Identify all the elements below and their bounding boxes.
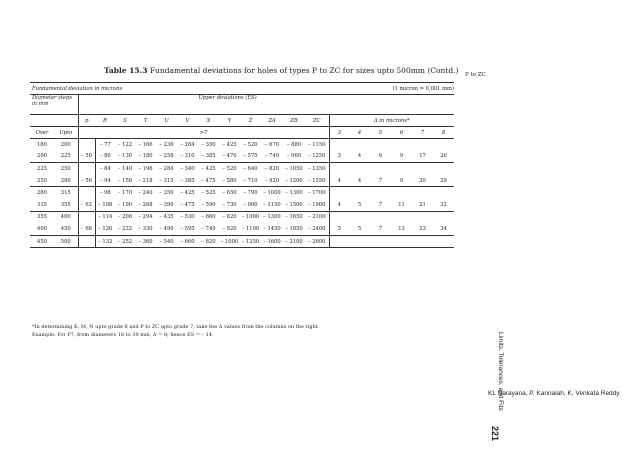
cell-p: – 56 xyxy=(78,175,95,187)
col-letter-u: U xyxy=(156,115,177,127)
cell-delta: 21 xyxy=(412,199,433,211)
cell-deviation: – 920 xyxy=(219,223,240,235)
cell-deviation: – 540 xyxy=(156,235,177,248)
cell-p xyxy=(78,211,95,223)
cell-deviation: – 390 xyxy=(156,199,177,211)
delta-label: Δ in microns* xyxy=(329,115,454,127)
cell-p: – 50 xyxy=(78,151,95,163)
cell-deviation: – 790 xyxy=(243,190,258,197)
cell-upto: 250 xyxy=(60,165,71,172)
cell-deviation: – 470 xyxy=(219,151,240,163)
cell-deviation: – 425 xyxy=(222,141,237,148)
cell-delta: 6 xyxy=(370,151,391,163)
cell-deviation: – 1000 xyxy=(219,235,240,248)
cell-delta: 4 xyxy=(349,175,370,187)
cell-delta xyxy=(370,211,391,223)
cell-delta xyxy=(412,163,433,175)
cell-deviation: – 236 xyxy=(159,141,174,148)
cell-delta: 5 xyxy=(349,223,370,235)
cell-deviation: – 180 xyxy=(135,151,156,163)
cell-deviation: – 140 xyxy=(117,165,133,172)
delta-col-6: 6 xyxy=(391,127,412,139)
page-number: 221 xyxy=(490,426,500,442)
cell-deviation: – 1650 xyxy=(285,214,303,221)
cell-delta xyxy=(349,235,370,248)
cell-delta xyxy=(349,139,370,151)
cell-deviation: – 350 xyxy=(159,190,174,197)
cell-deviation: – 1450 xyxy=(261,223,283,235)
cell-deviation: – 94 xyxy=(95,175,115,187)
cell-p xyxy=(78,235,95,248)
cell-deviation: – 1350 xyxy=(308,165,326,172)
cell-upto: 500 xyxy=(54,235,78,248)
table-row xyxy=(30,235,454,248)
cell-delta xyxy=(349,163,370,175)
delta-col-8: 8 xyxy=(433,127,454,139)
cell-deviation: – 1300 xyxy=(263,214,281,221)
cell-deviation: – 2100 xyxy=(308,214,326,221)
cell-delta: 17 xyxy=(412,151,433,163)
delta-col-4: 4 xyxy=(349,127,370,139)
cell-delta xyxy=(329,211,349,223)
cell-delta xyxy=(433,211,454,223)
cell-delta: 5 xyxy=(349,199,370,211)
cell-deviation: – 2400 xyxy=(305,223,329,235)
cell-deviation: – 218 xyxy=(135,175,156,187)
cell-deviation: – 232 xyxy=(115,223,135,235)
cell-deviation: – 820 xyxy=(264,165,280,172)
cell-deviation: – 315 xyxy=(156,175,177,187)
cell-deviation: – 80 xyxy=(95,151,115,163)
cell-p: – 62 xyxy=(78,199,95,211)
cell-delta: 23 xyxy=(412,223,433,235)
cell-deviation: – 425 xyxy=(180,190,195,197)
cell-deviation: – 435 xyxy=(159,214,174,221)
cell-deviation: – 84 xyxy=(95,163,115,175)
cell-deviation: – 294 xyxy=(138,214,153,221)
cell-delta: 32 xyxy=(433,199,454,211)
cell-deviation: – 1850 xyxy=(283,223,305,235)
cell-deviation: – 2100 xyxy=(283,235,305,248)
cell-deviation: – 330 xyxy=(135,223,156,235)
cell-deviation: – 740 xyxy=(198,223,219,235)
cell-deviation: – 340 xyxy=(180,165,195,172)
cell-p xyxy=(78,163,95,175)
cell-deviation: – 158 xyxy=(115,175,135,187)
cell-over: 450 xyxy=(30,235,54,248)
cell-delta xyxy=(391,187,412,199)
running-head xyxy=(492,332,506,420)
delta-col-5: 5 xyxy=(370,127,391,139)
cell-deviation: – 310 xyxy=(177,151,198,163)
cell-delta: 9 xyxy=(391,175,412,187)
cell-delta: 29 xyxy=(433,175,454,187)
cell-deviation: – 385 xyxy=(177,175,198,187)
cell-deviation: – 132 xyxy=(95,235,115,248)
cell-deviation: – 1250 xyxy=(305,151,329,163)
cell-delta xyxy=(329,235,349,248)
cell-upto: 450 xyxy=(54,223,78,235)
cell-upto: 355 xyxy=(54,199,78,211)
col-letter-za: ZA xyxy=(261,115,283,127)
cell-delta xyxy=(391,163,412,175)
cell-deviation: – 1500 xyxy=(283,199,305,211)
cell-deviation: – 350 xyxy=(201,141,216,148)
cell-delta: 3 xyxy=(329,151,349,163)
cell-delta: 4 xyxy=(329,199,349,211)
cell-delta xyxy=(433,235,454,248)
cell-delta: 7 xyxy=(370,199,391,211)
cell-delta xyxy=(433,139,454,151)
upper-label: Upper deviations (ES) xyxy=(78,95,454,115)
cell-deviation: – 920 xyxy=(261,175,283,187)
cell-deviation: – 595 xyxy=(177,223,198,235)
table-row xyxy=(30,211,454,223)
cell-deviation: – 385 xyxy=(198,151,219,163)
cell-delta xyxy=(412,211,433,223)
table-notes xyxy=(32,324,472,339)
cell-delta xyxy=(412,187,433,199)
cell-deviation: – 360 xyxy=(135,235,156,248)
cell-deviation: – 1000 xyxy=(241,214,260,221)
cell-delta: 20 xyxy=(412,175,433,187)
cell-deviation: – 670 xyxy=(264,141,280,148)
cell-deviation: – 525 xyxy=(201,190,216,197)
over-label: Over xyxy=(30,127,54,139)
cell-deviation: – 1050 xyxy=(285,165,303,172)
cell-over: 355 xyxy=(37,214,47,221)
micron-note: (1 micron = 0.001 mm) xyxy=(329,83,454,95)
cell-deviation: – 190 xyxy=(115,199,135,211)
cell-deviation: – 77 xyxy=(95,139,115,151)
table-row xyxy=(30,163,454,175)
cell-deviation: – 252 xyxy=(115,235,135,248)
cell-delta xyxy=(329,139,349,151)
cell-deviation: – 1150 xyxy=(308,141,326,148)
table-row xyxy=(30,199,454,211)
delta-col-7: 7 xyxy=(412,127,433,139)
cell-over: 400 xyxy=(30,223,54,235)
cell-deviation: – 98 xyxy=(95,187,115,199)
col-letter-t: T xyxy=(135,115,156,127)
diam-label: Diameter steps in mm xyxy=(32,95,72,107)
cell-deviation: – 114 xyxy=(95,211,115,223)
cell-deviation: – 166 xyxy=(138,141,153,148)
cell-deviation: – 1100 xyxy=(240,223,261,235)
cell-deviation: – 1550 xyxy=(305,175,329,187)
cell-over: 225 xyxy=(37,165,47,172)
cell-over: 280 xyxy=(37,190,47,197)
cell-upto: 200 xyxy=(60,141,71,148)
cell-delta: 7 xyxy=(370,223,391,235)
col-letter-p: p xyxy=(78,115,95,127)
cell-deviation: – 650 xyxy=(222,190,237,197)
cell-delta xyxy=(433,163,454,175)
cell-deviation: – 196 xyxy=(138,165,153,172)
cell-deviation: – 660 xyxy=(177,235,198,248)
cell-upto: 280 xyxy=(54,175,78,187)
cell-p: – 68 xyxy=(78,223,95,235)
cell-deviation: – 284 xyxy=(159,165,174,172)
fd-label: Fundamental deviation in microns xyxy=(30,83,329,95)
cell-deviation: – 258 xyxy=(156,151,177,163)
cell-deviation: – 1600 xyxy=(261,235,283,248)
cell-deviation: – 1200 xyxy=(283,175,305,187)
cell-deviation: – 475 xyxy=(177,199,198,211)
cell-deviation: – 880 xyxy=(286,141,302,148)
cell-deviation: – 820 xyxy=(222,214,237,221)
cell-p xyxy=(78,187,95,199)
cell-delta: 26 xyxy=(433,151,454,163)
cell-deviation: – 122 xyxy=(117,141,133,148)
cell-deviation: – 590 xyxy=(198,199,219,211)
cell-deviation: – 960 xyxy=(283,151,305,163)
cell-deviation: – 1300 xyxy=(285,190,303,197)
cell-deviation: – 208 xyxy=(117,214,133,221)
cell-delta xyxy=(412,139,433,151)
cell-delta: 5 xyxy=(329,223,349,235)
cell-deviation: – 580 xyxy=(219,175,240,187)
cell-delta: 7 xyxy=(370,175,391,187)
cell-over: 250 xyxy=(30,175,54,187)
cell-delta: 4 xyxy=(329,175,349,187)
cell-delta xyxy=(370,235,391,248)
col-letter-z: Z xyxy=(240,115,261,127)
cell-delta xyxy=(412,235,433,248)
cell-deviation: – 490 xyxy=(156,223,177,235)
cell-delta xyxy=(349,211,370,223)
cell-delta: 34 xyxy=(433,223,454,235)
cell-deviation: – 710 xyxy=(240,175,261,187)
cell-deviation: – 730 xyxy=(219,199,240,211)
cell-over: 200 xyxy=(30,151,54,163)
table-row xyxy=(30,175,454,187)
cell-deviation: – 575 xyxy=(240,151,261,163)
cell-upto: 315 xyxy=(60,190,71,197)
cell-deviation: – 130 xyxy=(115,151,135,163)
cell-deviation: – 240 xyxy=(138,190,153,197)
note-1: *In determining K, M, N upto grade 8 and P to ZC upto grade 7, take the Δ values from the columns on the right. xyxy=(32,324,320,330)
grade-gt7-label: >7 xyxy=(78,127,329,139)
cell-delta xyxy=(391,139,412,151)
col-letter-r: R xyxy=(95,115,115,127)
table-row xyxy=(30,187,454,199)
upto-label: Upto xyxy=(54,127,78,139)
cell-deviation: – 268 xyxy=(135,199,156,211)
cell-deviation: – 660 xyxy=(201,214,216,221)
cell-delta xyxy=(433,187,454,199)
table-row xyxy=(30,223,454,235)
cell-deviation: – 520 xyxy=(222,165,237,172)
cell-deviation: – 126 xyxy=(95,223,115,235)
col-letter-x: X xyxy=(198,115,219,127)
cell-deviation: – 1900 xyxy=(305,199,329,211)
cell-deviation: – 170 xyxy=(117,190,133,197)
table-title: Table 15.3 Fundamental deviations for holes of types P to ZC for sizes upto 500mm (Contd.) xyxy=(104,66,459,75)
cell-p xyxy=(78,139,95,151)
cell-deviation: – 900 xyxy=(240,199,261,211)
delta-col-3: 3 xyxy=(329,127,349,139)
cell-delta xyxy=(391,235,412,248)
cell-deviation: – 740 xyxy=(261,151,283,163)
note-2: Example: For P7, from diameters 18 to 30 mm, Δ = 8; hence ES = – 14. xyxy=(32,331,214,338)
col-letter-zb: ZB xyxy=(283,115,305,127)
cell-delta: 11 xyxy=(391,199,412,211)
table-row xyxy=(30,151,454,163)
table-row xyxy=(30,139,454,151)
cell-delta: 13 xyxy=(391,223,412,235)
cell-upto: 225 xyxy=(54,151,78,163)
cell-deviation: – 640 xyxy=(243,165,258,172)
cell-upto: 400 xyxy=(60,214,71,221)
cell-deviation: – 475 xyxy=(198,175,219,187)
side-text: Limits, Tolerances, and Fits xyxy=(497,332,504,411)
cell-over: 180 xyxy=(37,141,47,148)
cell-over: 315 xyxy=(30,199,54,211)
col-letter-v: V xyxy=(177,115,198,127)
cell-delta xyxy=(370,163,391,175)
cell-deviation: – 1000 xyxy=(263,190,281,197)
cell-deviation: – 108 xyxy=(95,199,115,211)
cell-deviation: – 530 xyxy=(180,214,195,221)
cell-delta xyxy=(329,163,349,175)
cell-deviation: – 1250 xyxy=(240,235,261,248)
cell-deviation: – 1150 xyxy=(261,199,283,211)
col-letter-s: S xyxy=(115,115,135,127)
cell-delta: 9 xyxy=(391,151,412,163)
cell-deviation: – 820 xyxy=(198,235,219,248)
cell-deviation: – 284 xyxy=(180,141,195,148)
cell-deviation: – 520 xyxy=(243,141,258,148)
col-letter-zc: ZC xyxy=(305,115,329,127)
range-label: P to ZC xyxy=(465,72,486,78)
cell-delta: 4 xyxy=(349,151,370,163)
cell-delta xyxy=(370,187,391,199)
col-letter-y: Y xyxy=(219,115,240,127)
cell-deviation: – 1700 xyxy=(308,190,326,197)
author-credit: KL Narayana, P. Kannaiah, K. Venkata Reddy xyxy=(488,390,620,397)
cell-delta xyxy=(370,139,391,151)
cell-delta xyxy=(349,187,370,199)
deviation-table xyxy=(30,82,454,248)
cell-deviation: – 2600 xyxy=(305,235,329,248)
cell-delta xyxy=(329,187,349,199)
cell-delta xyxy=(391,211,412,223)
cell-deviation: – 425 xyxy=(201,165,216,172)
book-page xyxy=(22,56,504,442)
